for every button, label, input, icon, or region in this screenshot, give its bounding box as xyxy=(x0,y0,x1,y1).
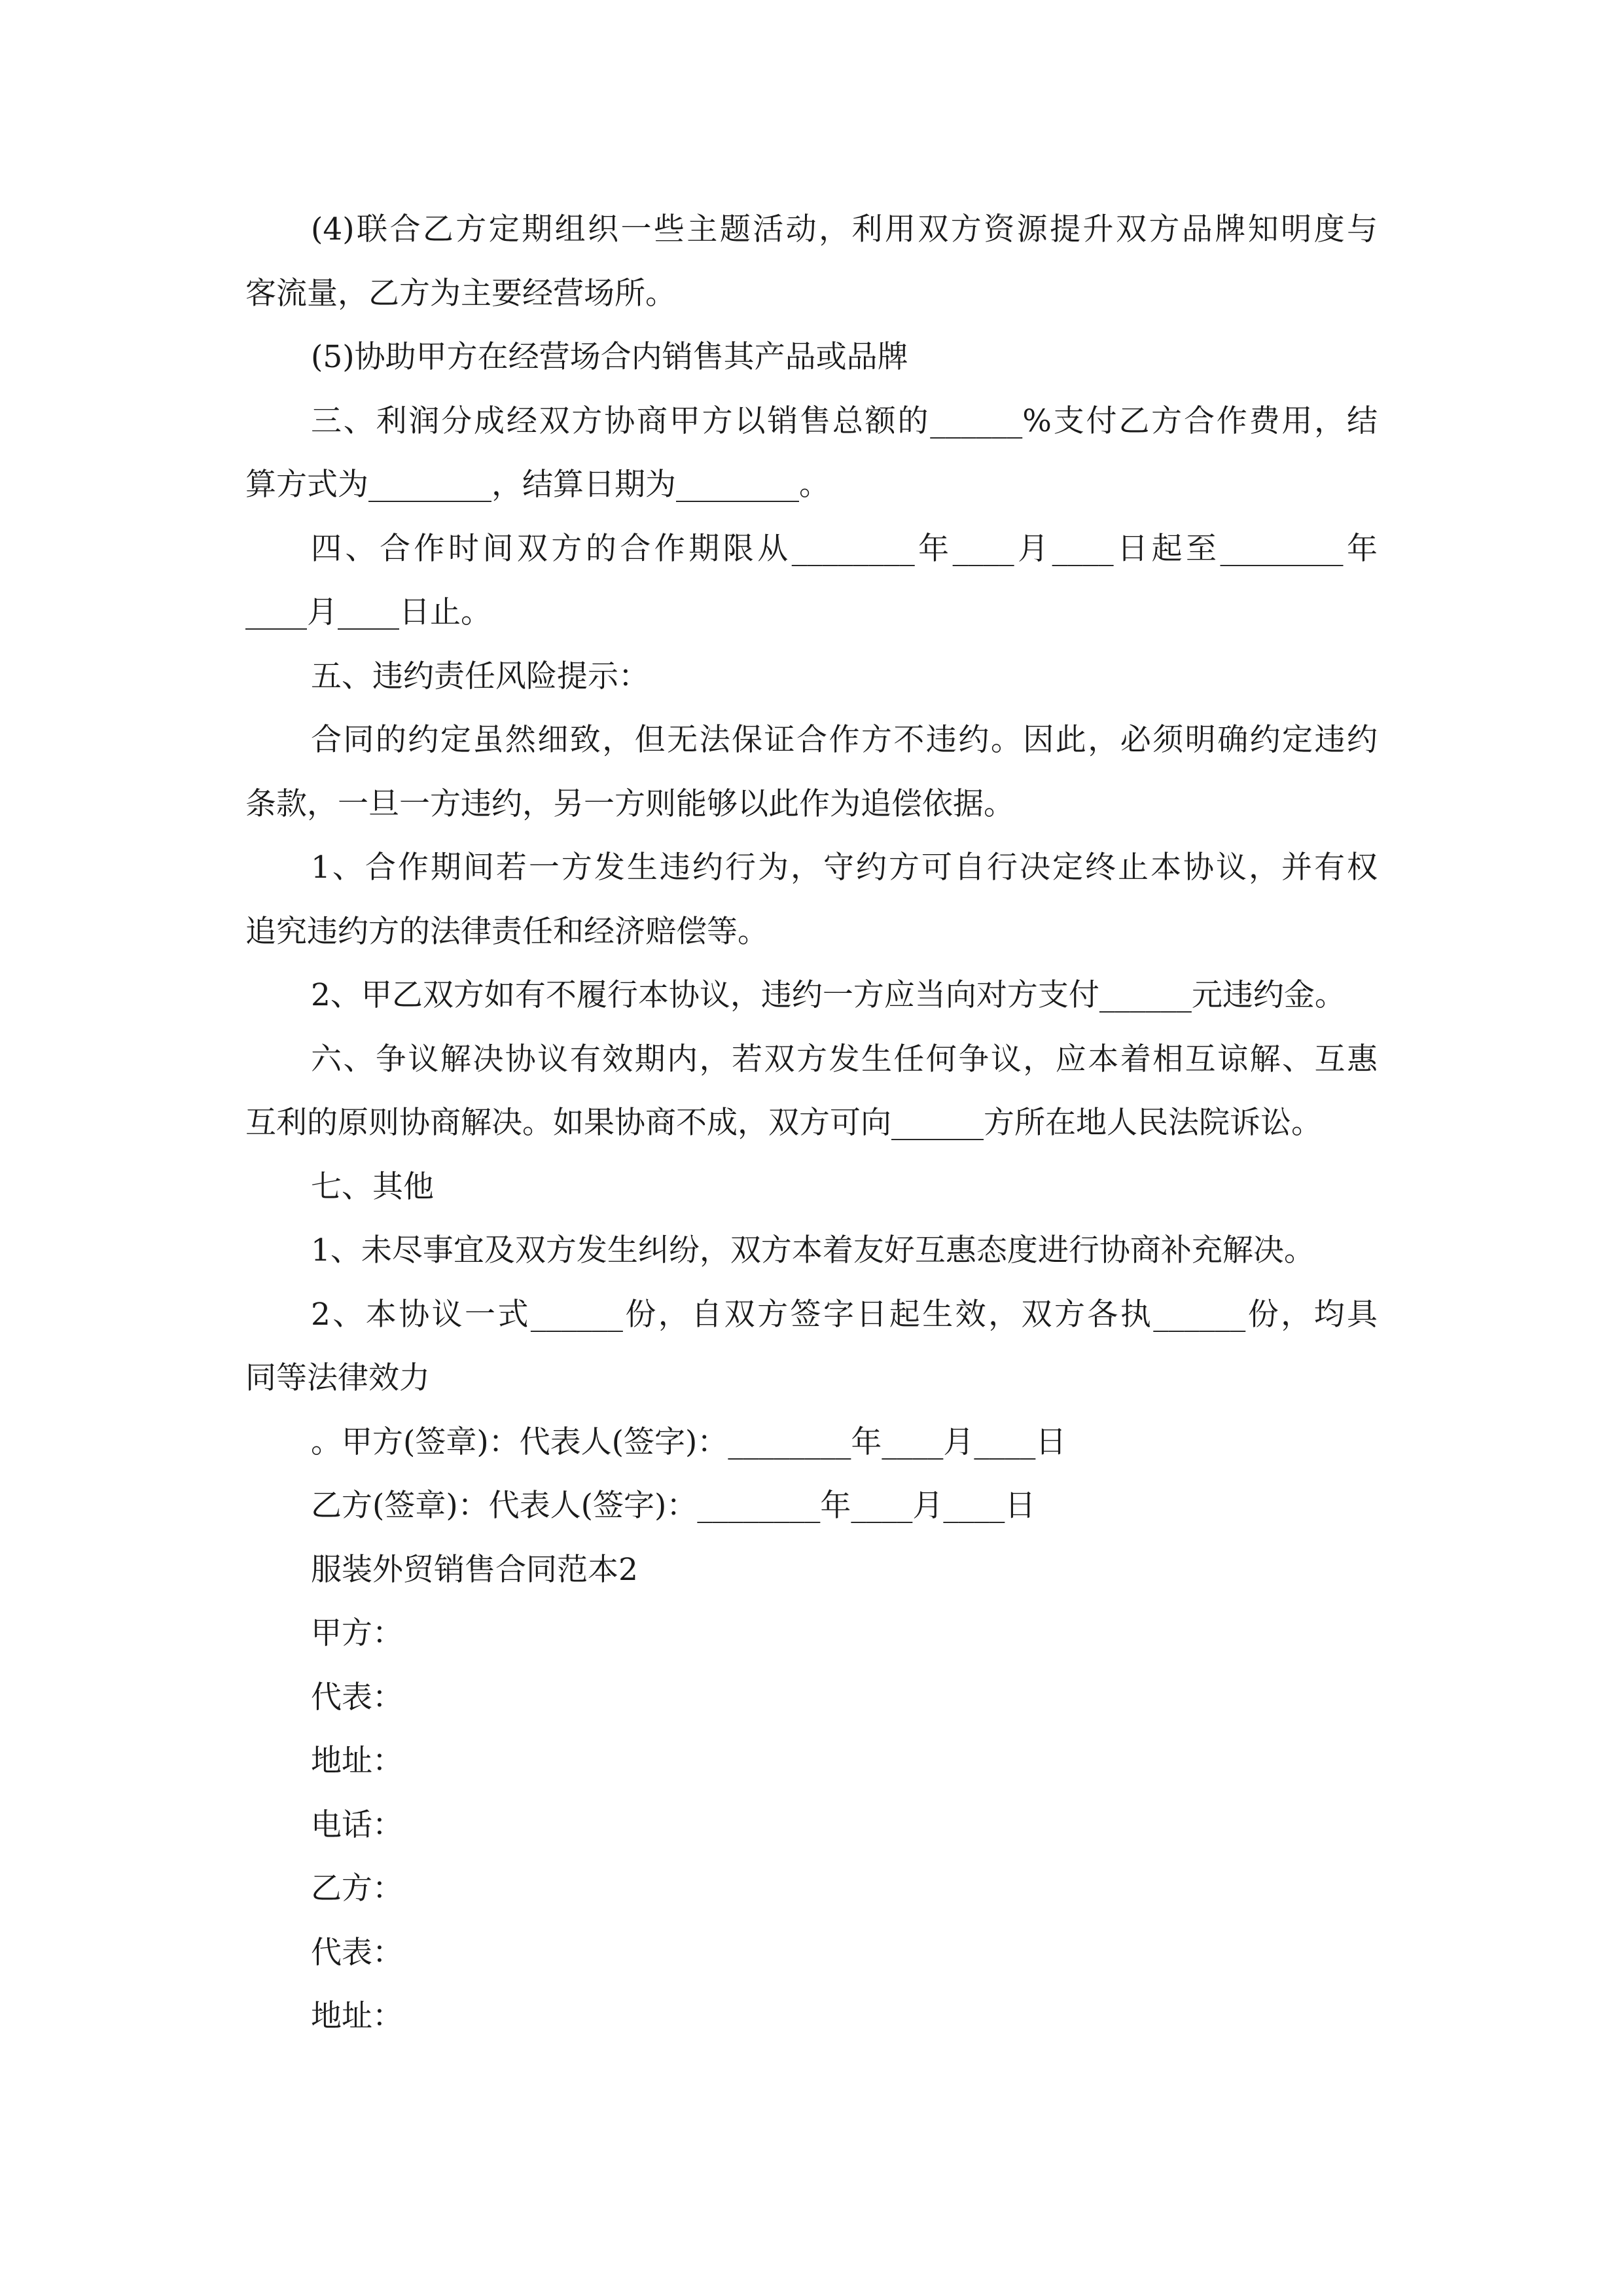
section-4-line-1: 四、合作时间双方的合作期限从________年____月____日起至________年 xyxy=(311,531,1378,567)
other-item-1: 1、未尽事宜及双方发生纠纷，双方本着友好互惠态度进行协商补充解决。 xyxy=(311,1232,1315,1268)
party-a-signature: 。甲方(签章)：代表人(签字)：________年____月____日 xyxy=(311,1424,1067,1460)
clause-4-line-2: 客流量，乙方为主要经营场所。 xyxy=(245,276,676,312)
section-5-heading: 五、违约责任风险提示： xyxy=(311,658,649,694)
section-3-line-2: 算方式为________，结算日期为________。 xyxy=(245,467,830,503)
breach-item-2: 2、甲乙双方如有不履行本协议，违约一方应当向对方支付______元违约金。 xyxy=(311,977,1346,1013)
party-b-representative-label: 代表： xyxy=(311,1935,403,1971)
section-6-line-1: 六、争议解决协议有效期内，若双方发生任何争议，应本着相互谅解、互惠 xyxy=(311,1041,1378,1077)
clause-4-line-1: (4)联合乙方定期组织一些主题活动，利用双方资源提升双方品牌知明度与 xyxy=(311,211,1378,247)
section-3-line-1: 三、利润分成经双方协商甲方以销售总额的______%支付乙方合作费用，结 xyxy=(311,403,1378,439)
party-a-representative-label: 代表： xyxy=(311,1679,403,1715)
party-a-phone-label: 电话： xyxy=(311,1807,403,1843)
section-6-line-2: 互利的原则协商解决。如果协商不成，双方可向______方所在地人民法院诉讼。 xyxy=(245,1105,1322,1141)
risk-note-line-1: 合同的约定虽然细致，但无法保证合作方不违约。因此，必须明确约定违约 xyxy=(311,722,1378,758)
other-item-2-line-2: 同等法律效力 xyxy=(245,1360,430,1396)
section-7-heading: 七、其他 xyxy=(311,1169,434,1205)
party-b-signature: 乙方(签章)：代表人(签字)：________年____月____日 xyxy=(311,1488,1036,1524)
party-a-address-label: 地址： xyxy=(311,1743,403,1779)
risk-note-line-2: 条款，一旦一方违约，另一方则能够以此作为追偿依据。 xyxy=(245,786,1014,822)
party-b-label: 乙方： xyxy=(311,1871,403,1907)
contract-2-title: 服装外贸销售合同范本2 xyxy=(311,1552,638,1588)
breach-item-1-line-1: 1、合作期间若一方发生违约行为，守约方可自行决定终止本协议，并有权 xyxy=(311,850,1378,886)
breach-item-1-line-2: 追究违约方的法律责任和经济赔偿等。 xyxy=(245,914,768,950)
clause-5: (5)协助甲方在经营场合内销售其产品或品牌 xyxy=(311,339,908,375)
other-item-2-line-1: 2、本协议一式______份，自双方签字日起生效，双方各执______份，均具 xyxy=(311,1297,1378,1333)
party-a-label: 甲方： xyxy=(311,1615,403,1651)
party-b-address-label: 地址： xyxy=(311,1998,403,2034)
section-4-line-2: ____月____日止。 xyxy=(245,594,491,630)
